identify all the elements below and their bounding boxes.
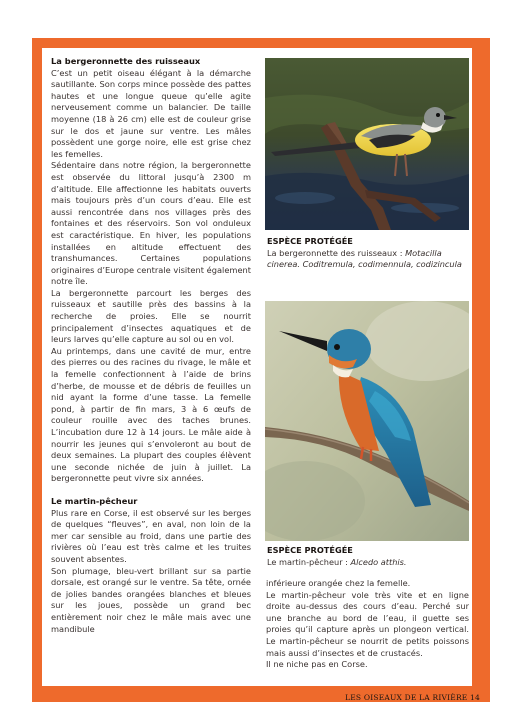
page-footer: LES OISEAUX DE LA RIVIÈRE 14 (345, 693, 480, 702)
paragraph: Au printemps, dans une cavité de mur, entre des pierres ou des racines du rivage, le mâle et la femelle confectionnent à l’aide de brins d’herbe, de mousse et de débris de feuilles un nid ayant la forme d’une tasse. La femelle pond, à partir de fin mars, 3 à 6 œufs de couleur rouille avec des taches brunes. L’incubation dure 12 à 14 jours. Le mâle aide à nourrir les jeunes qui s’envoleront au bout de deux semaines. La plupart des couples élèvent une seconde nichée de juin à juillet. La bergeronnette peut vivre six années. (51, 345, 251, 484)
caption-latin-name: Motacilla cinerea. Coditremula, codimennula, codizincula (267, 247, 462, 269)
right-column (266, 578, 469, 671)
kingfisher-photo (265, 301, 469, 541)
paragraph: Il ne niche pas en Corse. (266, 659, 368, 670)
caption-title: ESPÈCE PROTÉGÉE (267, 236, 353, 246)
left-column (51, 56, 251, 635)
paragraph: La bergeronnette parcourt les berges des ruisseaux et sautille près des bassins à la recherche de proies. Elle se nourrit principalement d’insectes aquatiques et de leurs larves qu’elle capture au sol ou en vol. (51, 287, 251, 345)
caption-latin-name: Alcedo atthis. (350, 556, 407, 567)
caption-text (267, 248, 469, 271)
paragraph: Le martin-pêcheur vole très vite et en ligne droite au-dessus des cours d’eau. Perché sur une branche au bord de l’eau, il guette ses proies qu’il capture après un plongeon vertical. Le martin-pêcheur se nourrit de petits poissons mais aussi d’insectes et de crustacés. (266, 589, 469, 658)
heading-bergeronnette: La bergeronnette des ruisseaux (51, 56, 201, 66)
paragraph: inférieure orangée chez la femelle. (266, 578, 411, 588)
caption-common-name: La bergeronnette des ruisseaux : (267, 247, 406, 258)
caption-title: ESPÈCE PROTÉGÉE (267, 545, 353, 555)
paragraph: Son plumage, bleu-vert brillant sur sa partie dorsale, est orangé sur le ventre. Sa tête, ornée de jolies bandes orangées blanches et bleues sur les joues, possède un grand bec entièrement noir chez le mâle mais avec une mandibule (51, 565, 251, 634)
heading-martin-pecheur: Le martin-pêcheur (51, 495, 138, 506)
paragraph: Plus rare en Corse, il est observé sur les berges de quelques “fleuves”, en aval, non loin de la mer car sensible au froid, dans une partie des rivières où l’eau est très calme et les truites souvent absentes. (51, 507, 251, 564)
paragraph: C’est un petit oiseau élégant à la démarche sautillante. Son corps mince possède des pattes hautes et une longue queue qu’elle agite nerveusement comme un balancier. De taille moyenne (18 à 26 cm) elle est de couleur grise sur le dos et jaune sur ventre. Les mâles possèdent une gorge noire, elle est grise chez les femelles. (51, 67, 251, 159)
caption-common-name: Le martin-pêcheur : (267, 556, 351, 567)
paragraph: Sédentaire dans notre région, la bergeronnette est observée du littoral jusqu’à 2300 m d’altitude. Elle affectionne les habitats ouverts mais toujours près d’un cours d’eau. Elle est aussi rencontrée dans nos villages près des fontaines et des réservoirs. Son vol onduleux est caractéristique. En hiver, les populations installées en altitude effectuent des transhumances. Certaines populations originaires d’Europe centrale visitent également notre île. (51, 160, 251, 287)
wagtail-photo (265, 58, 469, 230)
kingfisher-caption (267, 545, 469, 568)
page (42, 48, 472, 686)
caption-text (267, 557, 469, 569)
wagtail-caption (267, 236, 469, 271)
